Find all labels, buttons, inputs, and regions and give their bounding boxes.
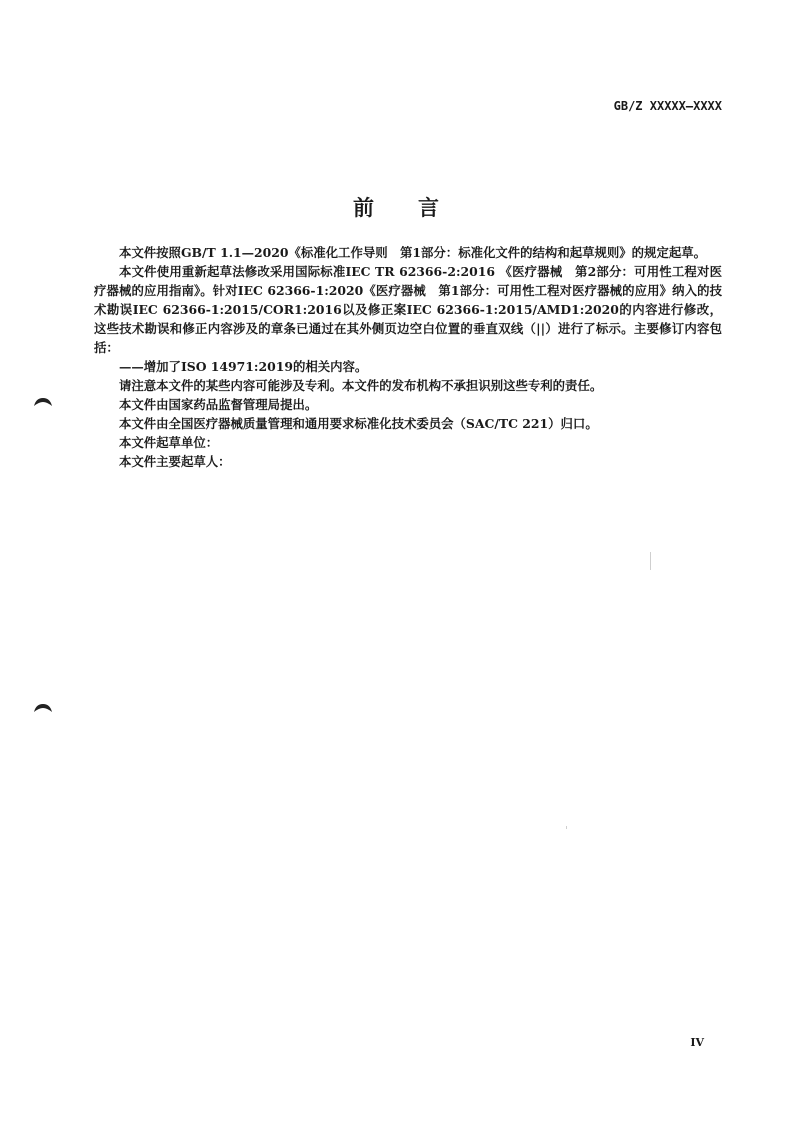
paragraph-adoption: 本文件使用重新起草法修改采用国际标准IEC TR 62366-2:2016 《医疗器械 第2部分：可用性工程对医疗器械的应用指南》。针对IEC 62366-1:2020《医疗器械 第1部分：可用性工程对医疗器械的应用》纳入的技术勘误IEC 62366-1:2015/COR1:2016以及修正案IEC 62366-1:2015/AMD1:2020的内容进行修改，这些技术勘误和修正内容涉及的章条已通过在其外侧页边空白位置的垂直双线（||）进行了标示。主要修订内容包括： (94, 264, 722, 355)
paragraph-revision-item: ——增加了ISO 14971:2019的相关内容。 (119, 359, 368, 374)
scan-speck (650, 552, 651, 570)
binding-hole-mark (33, 703, 53, 713)
paragraph-patent-notice: 请注意本文件的某些内容可能涉及专利。本文件的发布机构不承担识别这些专利的责任。 (119, 378, 603, 393)
binding-hole-mark (33, 397, 53, 407)
paragraph-proposed-by: 本文件由国家药品监督管理局提出。 (119, 397, 318, 412)
preface-body (94, 243, 722, 471)
title-char-2: 言 (418, 196, 439, 220)
title-char-1: 前 (353, 196, 374, 220)
paragraph-centralized-by: 本文件由全国医疗器械质量管理和通用要求标准化技术委员会（SAC/TC 221）归口。 (119, 416, 598, 431)
paragraph-main-drafters: 本文件主要起草人： (119, 454, 231, 469)
scan-speck (566, 826, 567, 829)
page-title (0, 192, 792, 222)
page-number: IV (690, 1036, 704, 1049)
document-code: GB/Z XXXXX—XXXX (613, 99, 722, 113)
paragraph-drafting-rules: 本文件按照GB/T 1.1—2020《标准化工作导则 第1部分：标准化文件的结构和起草规则》的规定起草。 (119, 245, 707, 260)
paragraph-drafting-units: 本文件起草单位： (119, 435, 219, 450)
